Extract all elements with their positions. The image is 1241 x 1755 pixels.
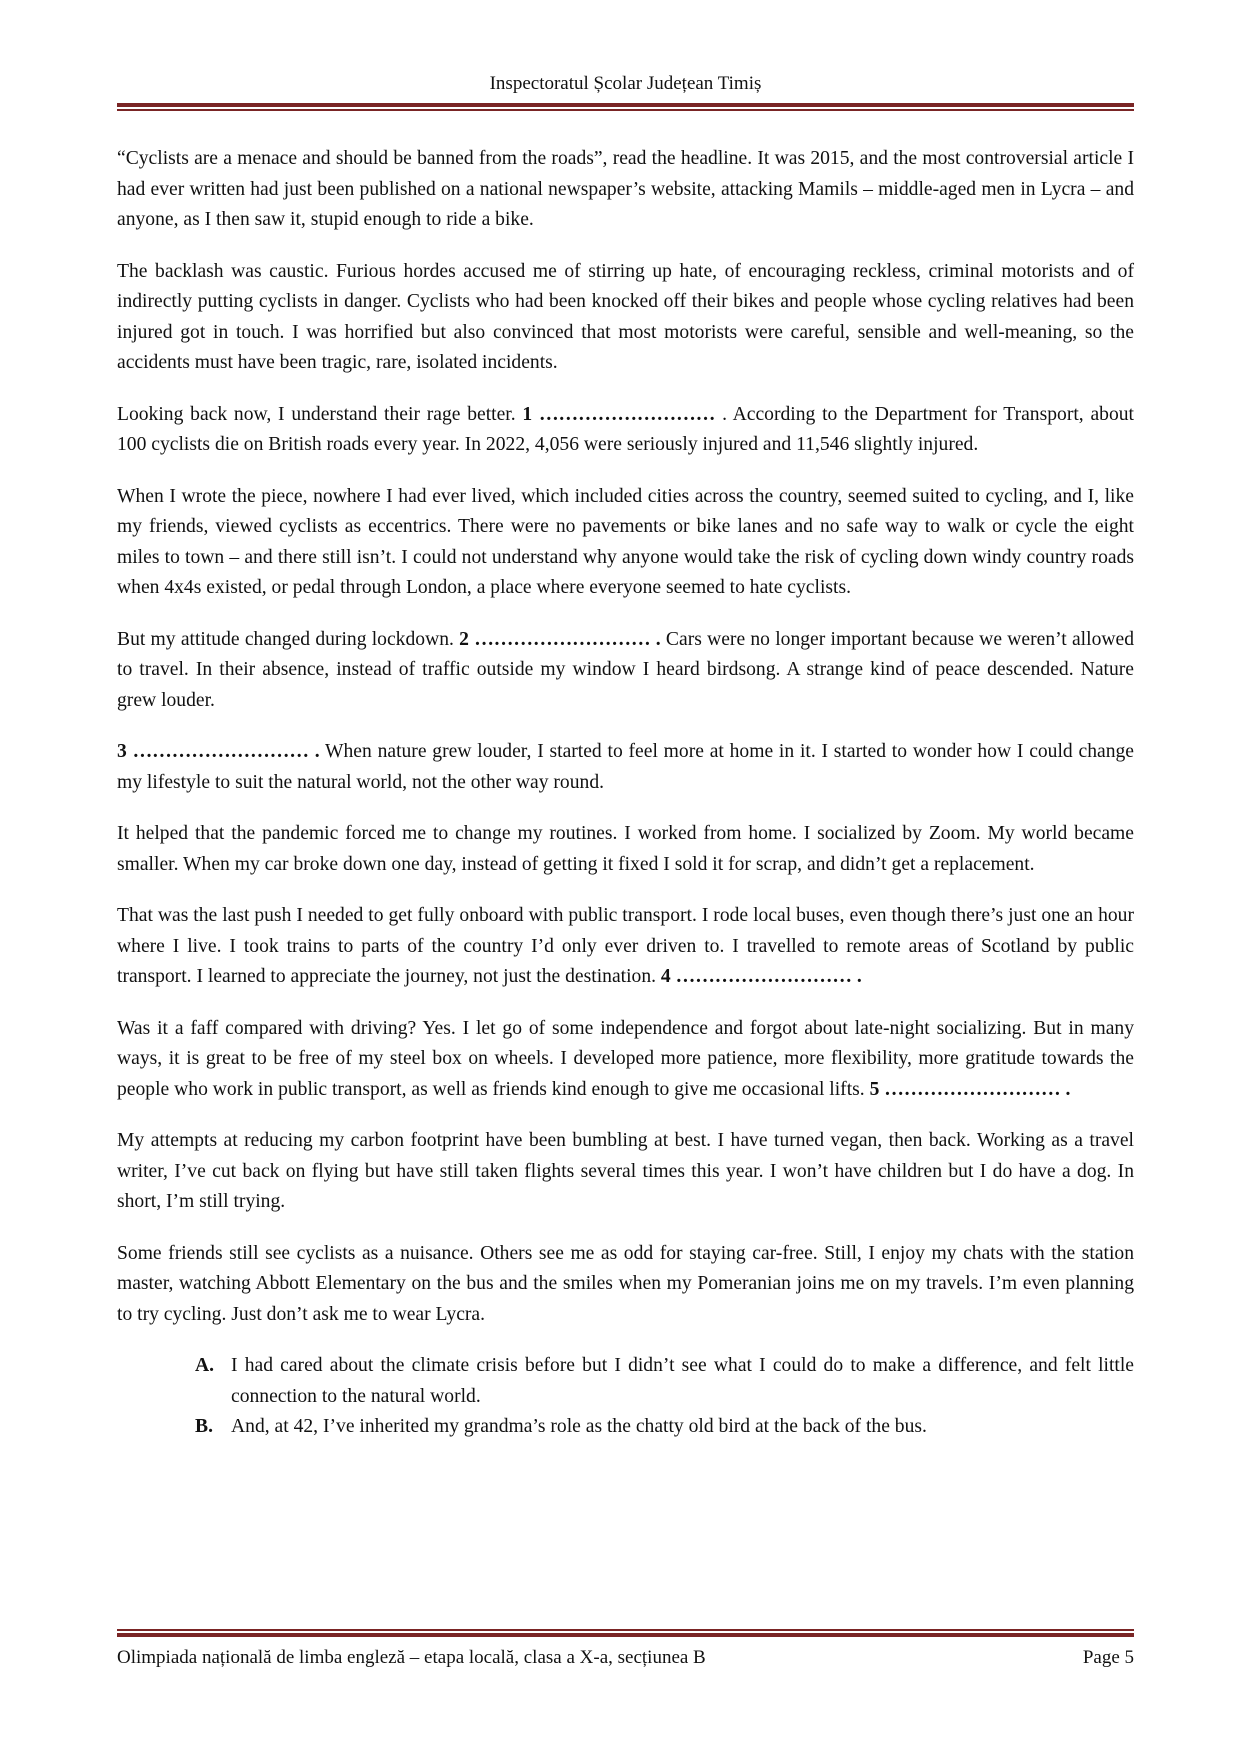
option-a-letter: A. <box>195 1355 215 1376</box>
article-body <box>117 144 1134 1443</box>
gap-4: 4 ……………………… . <box>660 966 862 987</box>
option-a <box>195 1351 1134 1412</box>
paragraph-9 <box>117 1014 1134 1106</box>
gap-3: 3 ……………………… . <box>117 741 320 762</box>
paragraph-9-text: Was it a faff compared with driving? Yes. I let go of some independence and forgot about late-night socializing. But in many ways, it is great to be free of my steel box on wheels. I developed more patience, more flexibility, more gratitude towards the people who work in public transport, as well as friends kind enough to give me occasional lifts. <box>117 1017 1134 1100</box>
paragraph-11: Some friends still see cyclists as a nuisance. Others see me as odd for staying car-free. Still, I enjoy my chats with the station master, watching Abbott Elementary on the bus and the smiles when my Pomeranian joins me on my travels. I’m even planning to try cycling. Just don’t ask me to wear Lycra. <box>117 1242 1134 1325</box>
paragraph-1: “Cyclists are a menace and should be banned from the roads”, read the headline. It was 2015, and the most controversial article I had ever written had just been published on a national newspaper’s website, attacking Mamils – middle-aged men in Lycra – and anyone, as I then saw it, stupid enough to ride a bike. <box>117 148 1134 230</box>
paragraph-6 <box>117 737 1134 798</box>
option-b-letter: B. <box>195 1416 213 1437</box>
paragraph-7: It helped that the pandemic forced me to change my routines. I worked from home. I socialized by Zoom. My world became smaller. When my car broke down one day, instead of getting it fixed I sold it for scrap, and didn’t get a replacement. <box>117 823 1134 875</box>
paragraph-3-text-a: Looking back now, I understand their rage better. <box>117 403 523 425</box>
footer-divider <box>117 1629 1134 1637</box>
paragraph-8 <box>117 901 1134 993</box>
paragraph-2: The backlash was caustic. Furious hordes accused me of stirring up hate, of encouraging reckless, criminal motorists and of indirectly putting cyclists in danger. Cyclists who had been knocked off their bikes and people whose cycling relatives had been injured got in touch. I was horrified but also convinced that most motorists were careful, sensible and well-meaning, so the accidents must have been tragic, rare, isolated incidents. <box>117 260 1134 373</box>
page-number: Page 5 <box>1082 1647 1134 1668</box>
answer-options-list <box>117 1351 1134 1443</box>
page-footer <box>117 1646 1134 1670</box>
gap-2: 2 ……………………… . <box>459 628 661 650</box>
paragraph-8-text: That was the last push I needed to get fully onboard with public transport. I rode local buses, even though there’s just one an hour where I live. I took trains to parts of the country I’d only ever driven to. I travelled to remote areas of Scotland by public transport. I learned to appreciate the journey, not just the destination. <box>117 905 1134 987</box>
paragraph-3 <box>117 400 1134 461</box>
paragraph-4: When I wrote the piece, nowhere I had ever lived, which included cities across the country, seemed suited to cycling, and I, like my friends, viewed cyclists as eccentrics. There were no pavements or bike lanes and no safe way to walk or cycle the eight miles to town – and there still isn’t. I could not understand why anyone would take the risk of cycling down windy country roads when 4x4s existed, or pedal through London, a place where everyone seemed to hate cyclists. <box>117 485 1134 598</box>
option-a-text: I had cared about the climate crisis before but I didn’t see what I could do to make a difference, and felt little connection to the natural world. <box>231 1355 1134 1407</box>
gap-5: 5 ……………………… . <box>869 1078 1071 1100</box>
option-b <box>195 1412 1134 1443</box>
paragraph-5-text-b: Cars were no longer important because we weren’t allowed to travel. In their absence, instead of traffic outside my window I heard birdsong. A strange kind of peace descended. Nature grew louder. <box>117 628 1135 711</box>
paragraph-3-text-b: . According to the Department for Transport, about 100 cyclists die on British roads every year. In 2022, 4,056 were seriously injured and 11,546 slightly injured. <box>117 403 1134 455</box>
paragraph-10: My attempts at reducing my carbon footprint have been bumbling at best. I have turned vegan, then back. Working as a travel writer, I’ve cut back on flying but have still taken flights several times this year. I won’t have children but I do have a dog. In short, I’m still trying. <box>117 1130 1134 1212</box>
paragraph-6-text: When nature grew louder, I started to feel more at home in it. I started to wonder how I could change my lifestyle to suit the natural world, not the other way round. <box>117 741 1134 793</box>
paragraph-5 <box>117 625 1134 717</box>
option-b-text: And, at 42, I’ve inherited my grandma’s role as the chatty old bird at the back of the bus. <box>231 1416 927 1437</box>
page-header-title: Inspectoratul Școlar Județean Timiș <box>489 73 762 94</box>
gap-1: 1 ……………………… <box>522 403 723 425</box>
header-divider <box>117 103 1134 111</box>
paragraph-5-text-a: But my attitude changed during lockdown. <box>117 628 460 650</box>
footer-olympiad-title: Olimpiada națională de limba engleză – etapa locală, clasa a X-a, secțiunea B <box>117 1647 706 1668</box>
